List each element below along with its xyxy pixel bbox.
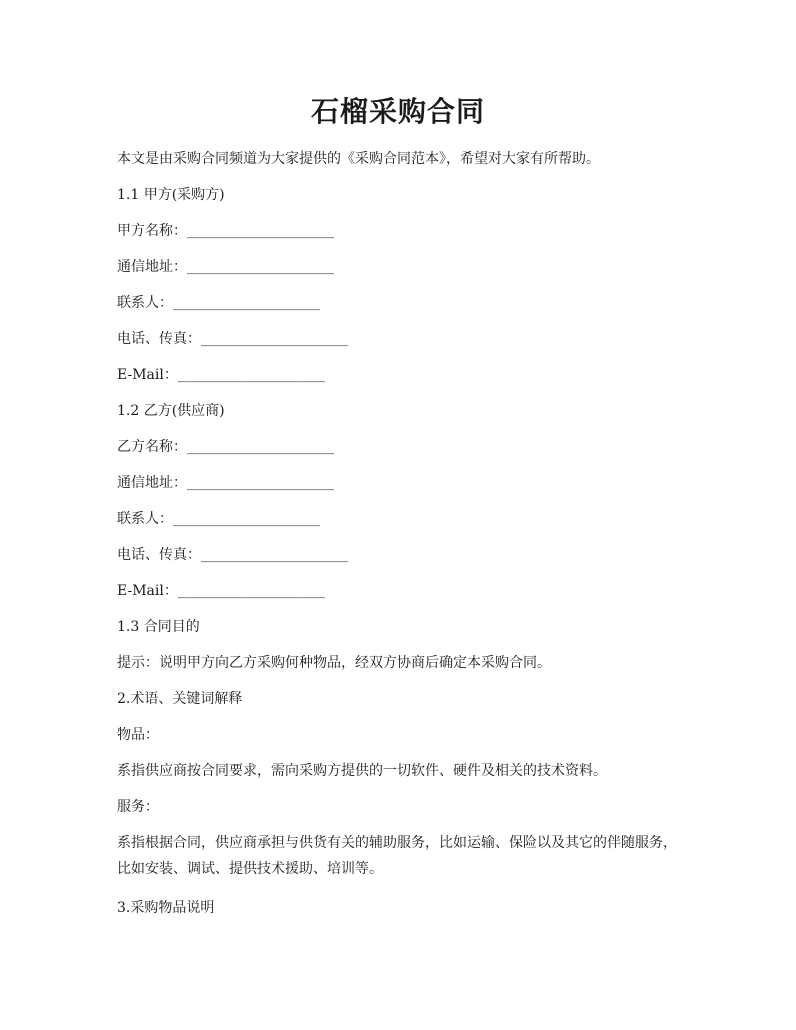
- section-heading-party-a: 1.1 甲方(采购方): [117, 187, 225, 203]
- section-heading-party-b: 1.2 乙方(供应商): [117, 403, 225, 419]
- party-a-name-field: 甲方名称：_____________________: [117, 223, 334, 239]
- party-a-phone-fax-field: 电话、传真：_____________________: [117, 331, 348, 347]
- party-b-phone-fax-field: 电话、传真：_____________________: [117, 547, 348, 563]
- purpose-hint-paragraph: 提示：说明甲方向乙方采购何种物品，经双方协商后确定本采购合同。: [117, 655, 551, 671]
- section-heading-purpose: 1.3 合同目的: [117, 619, 200, 635]
- term-services-definition: 系指根据合同，供应商承担与供货有关的辅助服务，比如运输、保险以及其它的伴随服务，比如安装、调试、提供技术援助、培训等。: [117, 835, 677, 877]
- party-a-address-field: 通信地址：_____________________: [117, 259, 334, 275]
- section-heading-goods-description: 3.采购物品说明: [117, 900, 215, 916]
- party-b-address-field: 通信地址：_____________________: [117, 475, 334, 491]
- intro-paragraph: 本文是由采购合同频道为大家提供的《采购合同范本》，希望对大家有所帮助。: [117, 151, 600, 167]
- page-title: 石榴采购合同: [310, 95, 485, 128]
- party-b-contact-field: 联系人：_____________________: [117, 511, 320, 527]
- party-a-contact-field: 联系人：_____________________: [117, 295, 320, 311]
- term-goods-definition: 系指供应商按合同要求，需向采购方提供的一切软件、硬件及相关的技术资料。: [117, 763, 607, 779]
- party-b-email-field: E-Mail：_____________________: [117, 583, 325, 599]
- document-body: [117, 146, 687, 931]
- party-b-name-field: 乙方名称：_____________________: [117, 439, 334, 455]
- party-a-email-field: E-Mail：_____________________: [117, 367, 325, 383]
- section-heading-terms: 2.术语、关键词解释: [117, 691, 243, 707]
- term-services-label: 服务：: [117, 799, 159, 815]
- term-goods-label: 物品：: [117, 727, 159, 743]
